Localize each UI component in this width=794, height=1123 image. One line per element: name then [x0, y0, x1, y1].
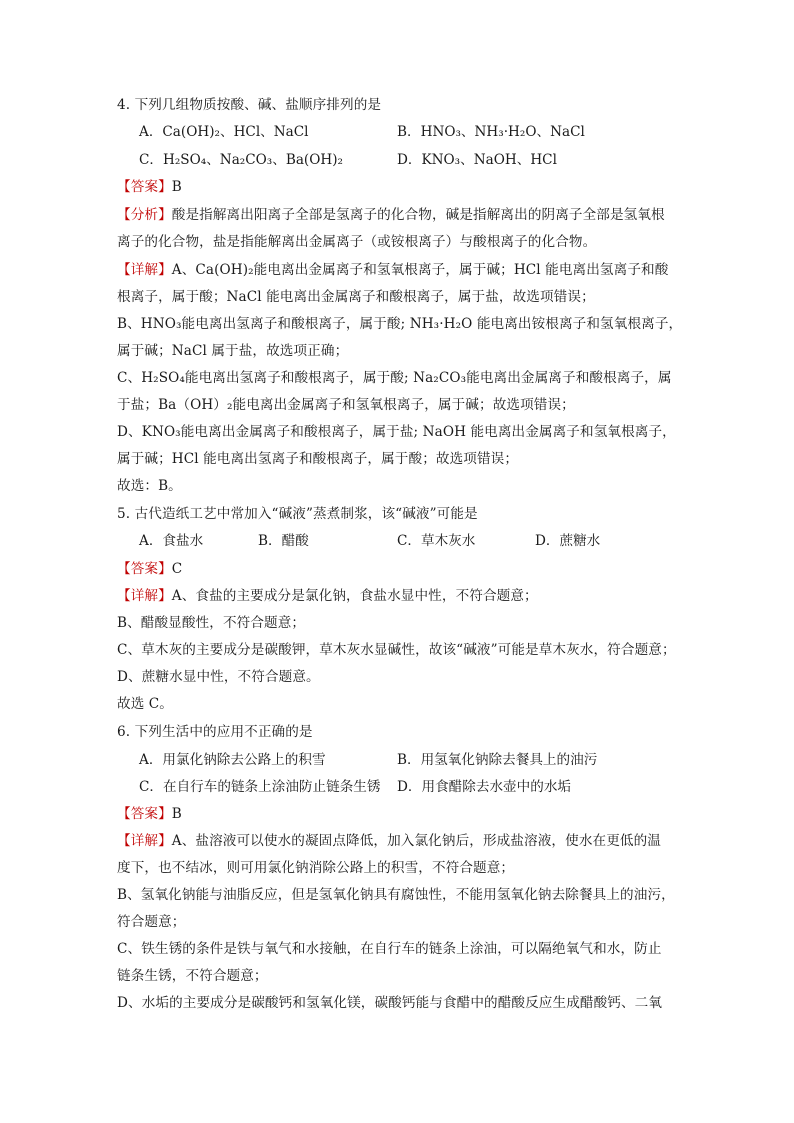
- q4-detail-text-1: A、Ca(OH)₂能电离出金属离子和氢氧根离子，属于碱；HCl 能电离出氢离子和酸: [171, 262, 669, 278]
- q6-answer-tag: 【答案】: [117, 806, 172, 822]
- q6-stem: 6. 下列生活中的应用不正确的是: [117, 724, 313, 740]
- q6-option-c: C．在自行车的链条上涂油防止链条生锈: [139, 779, 381, 795]
- q4-conclusion: 故选：B。: [117, 478, 182, 494]
- q6-option-b: B．用氢氧化钠除去餐具上的油污: [397, 752, 598, 768]
- q4-answer-tag: 【答案】: [117, 179, 172, 195]
- q6-detail-line-7: D、水垢的主要成分是碳酸钙和氢氧化镁，碳酸钙能与食醋中的醋酸反应生成醋酸钙、二氧: [117, 995, 663, 1011]
- q4-answer-line: [117, 178, 679, 196]
- q6-detail-line-6: 链条生锈，不符合题意；: [117, 968, 268, 984]
- q4-detail-line-4: 属于碱；NaCl 属于盐，故选项正确；: [117, 343, 349, 359]
- q5-option-a: A．食盐水: [139, 533, 204, 549]
- q6-detail-line-5: C、铁生锈的条件是铁与氧气和水接触，在自行车的链条上涂油，可以隔绝氧气和水，防止: [117, 941, 662, 957]
- q5-stem: 5. 古代造纸工艺中常加入“碱液”蒸煮制浆，该“碱液”可能是: [117, 506, 478, 522]
- q4-detail-line-8: 属于碱；HCl 能电离出氢离子和酸根离子，属于酸；故选项错误；: [117, 451, 519, 467]
- q5-answer-line: [117, 560, 679, 578]
- q4-detail-tag: 【详解】: [117, 262, 172, 278]
- q5-option-d: D．蔗糖水: [535, 533, 601, 549]
- q5-option-b: B．醋酸: [258, 533, 309, 549]
- q5-detail-tag: 【详解】: [117, 588, 172, 604]
- q6-detail-line-2: 度下，也不结冰，则可用氯化钠消除公路上的积雪，不符合题意；: [117, 860, 515, 876]
- q6-detail-text-1: A、盐溶液可以使水的凝固点降低，加入氯化钠后，形成盐溶液，使水在更低的温: [171, 833, 661, 849]
- q4-analysis-line-2: 离子的化合物，盐是指能解离出金属离子（或铵根离子）与酸根离子的化合物。: [117, 234, 597, 250]
- q4-detail-line-3: B、HNO₃能电离出氢离子和酸根离子，属于酸; NH₃·H₂O 能电离出铵根离子和氢氧根离子，: [117, 316, 683, 332]
- q4-option-b: B．HNO₃、NH₃·H₂O、NaCl: [397, 124, 585, 140]
- q5-detail-line-3: C、草木灰的主要成分是碳酸钾，草木灰水显碱性，故该“碱液”可能是草木灰水，符合题意；: [117, 642, 676, 658]
- q5-answer-tag: 【答案】: [117, 561, 172, 577]
- q4-option-d: D．KNO₃、NaOH、HCl: [397, 152, 557, 168]
- q5-detail-line-1: [117, 587, 679, 605]
- q4-detail-line-2: 根离子，属于酸；NaCl 能电离出金属离子和酸根离子，属于盐，故选项错误；: [117, 289, 595, 305]
- q5-detail-line-4: D、蔗糖水显中性，不符合题意。: [117, 669, 320, 685]
- q5-detail-line-2: B、醋酸显酸性，不符合题意；: [117, 615, 306, 631]
- q4-detail-line-1: [117, 261, 679, 279]
- q6-detail-line-4: 符合题意；: [117, 914, 186, 930]
- q4-option-a: A．Ca(OH)₂、HCl、NaCl: [139, 124, 309, 140]
- q4-stem: 4. 下列几组物质按酸、碱、盐顺序排列的是: [117, 97, 382, 113]
- q4-detail-line-5: C、H₂SO₄能电离出氢离子和酸根离子，属于酸; Na₂CO₃能电离出金属离子和酸根离子，属: [117, 370, 672, 386]
- q4-detail-line-7: D、KNO₃能电离出金属离子和酸根离子，属于盐; NaOH 能电离出金属离子和氢氧根离子，: [117, 424, 676, 440]
- q4-option-c: C．H₂SO₄、Na₂CO₃、Ba(OH)₂: [139, 152, 343, 168]
- q4-analysis-tag: 【分析】: [117, 207, 172, 223]
- q6-detail-line-1: [117, 832, 679, 850]
- q5-detail-text-1: A、食盐的主要成分是氯化钠，食盐水显中性，不符合题意；: [171, 588, 538, 604]
- q4-analysis-text-1: 酸是指解离出阳离子全部是氢离子的化合物，碱是指解离出的阴离子全部是氢氧根: [171, 207, 665, 223]
- q5-option-c: C．草木灰水: [397, 533, 476, 549]
- q4-detail-line-6: 于盐；Ba（OH）₂能电离出金属离子和氢氧根离子，属于碱；故选项错误；: [117, 397, 575, 413]
- q6-answer: B: [171, 806, 182, 822]
- q6-answer-line: [117, 805, 679, 823]
- q4-answer: B: [171, 179, 182, 195]
- q6-detail-tag: 【详解】: [117, 833, 172, 849]
- q5-conclusion: 故选 C。: [117, 696, 174, 712]
- q5-answer: C: [171, 561, 183, 577]
- q4-analysis-line-1: [117, 206, 679, 224]
- q6-option-a: A．用氯化钠除去公路上的积雪: [139, 752, 326, 768]
- q6-detail-line-3: B、氢氧化钠能与油脂反应，但是氢氧化钠具有腐蚀性，不能用氢氧化钠去除餐具上的油污，: [117, 887, 675, 903]
- q6-option-d: D．用食醋除去水壶中的水垢: [397, 779, 572, 795]
